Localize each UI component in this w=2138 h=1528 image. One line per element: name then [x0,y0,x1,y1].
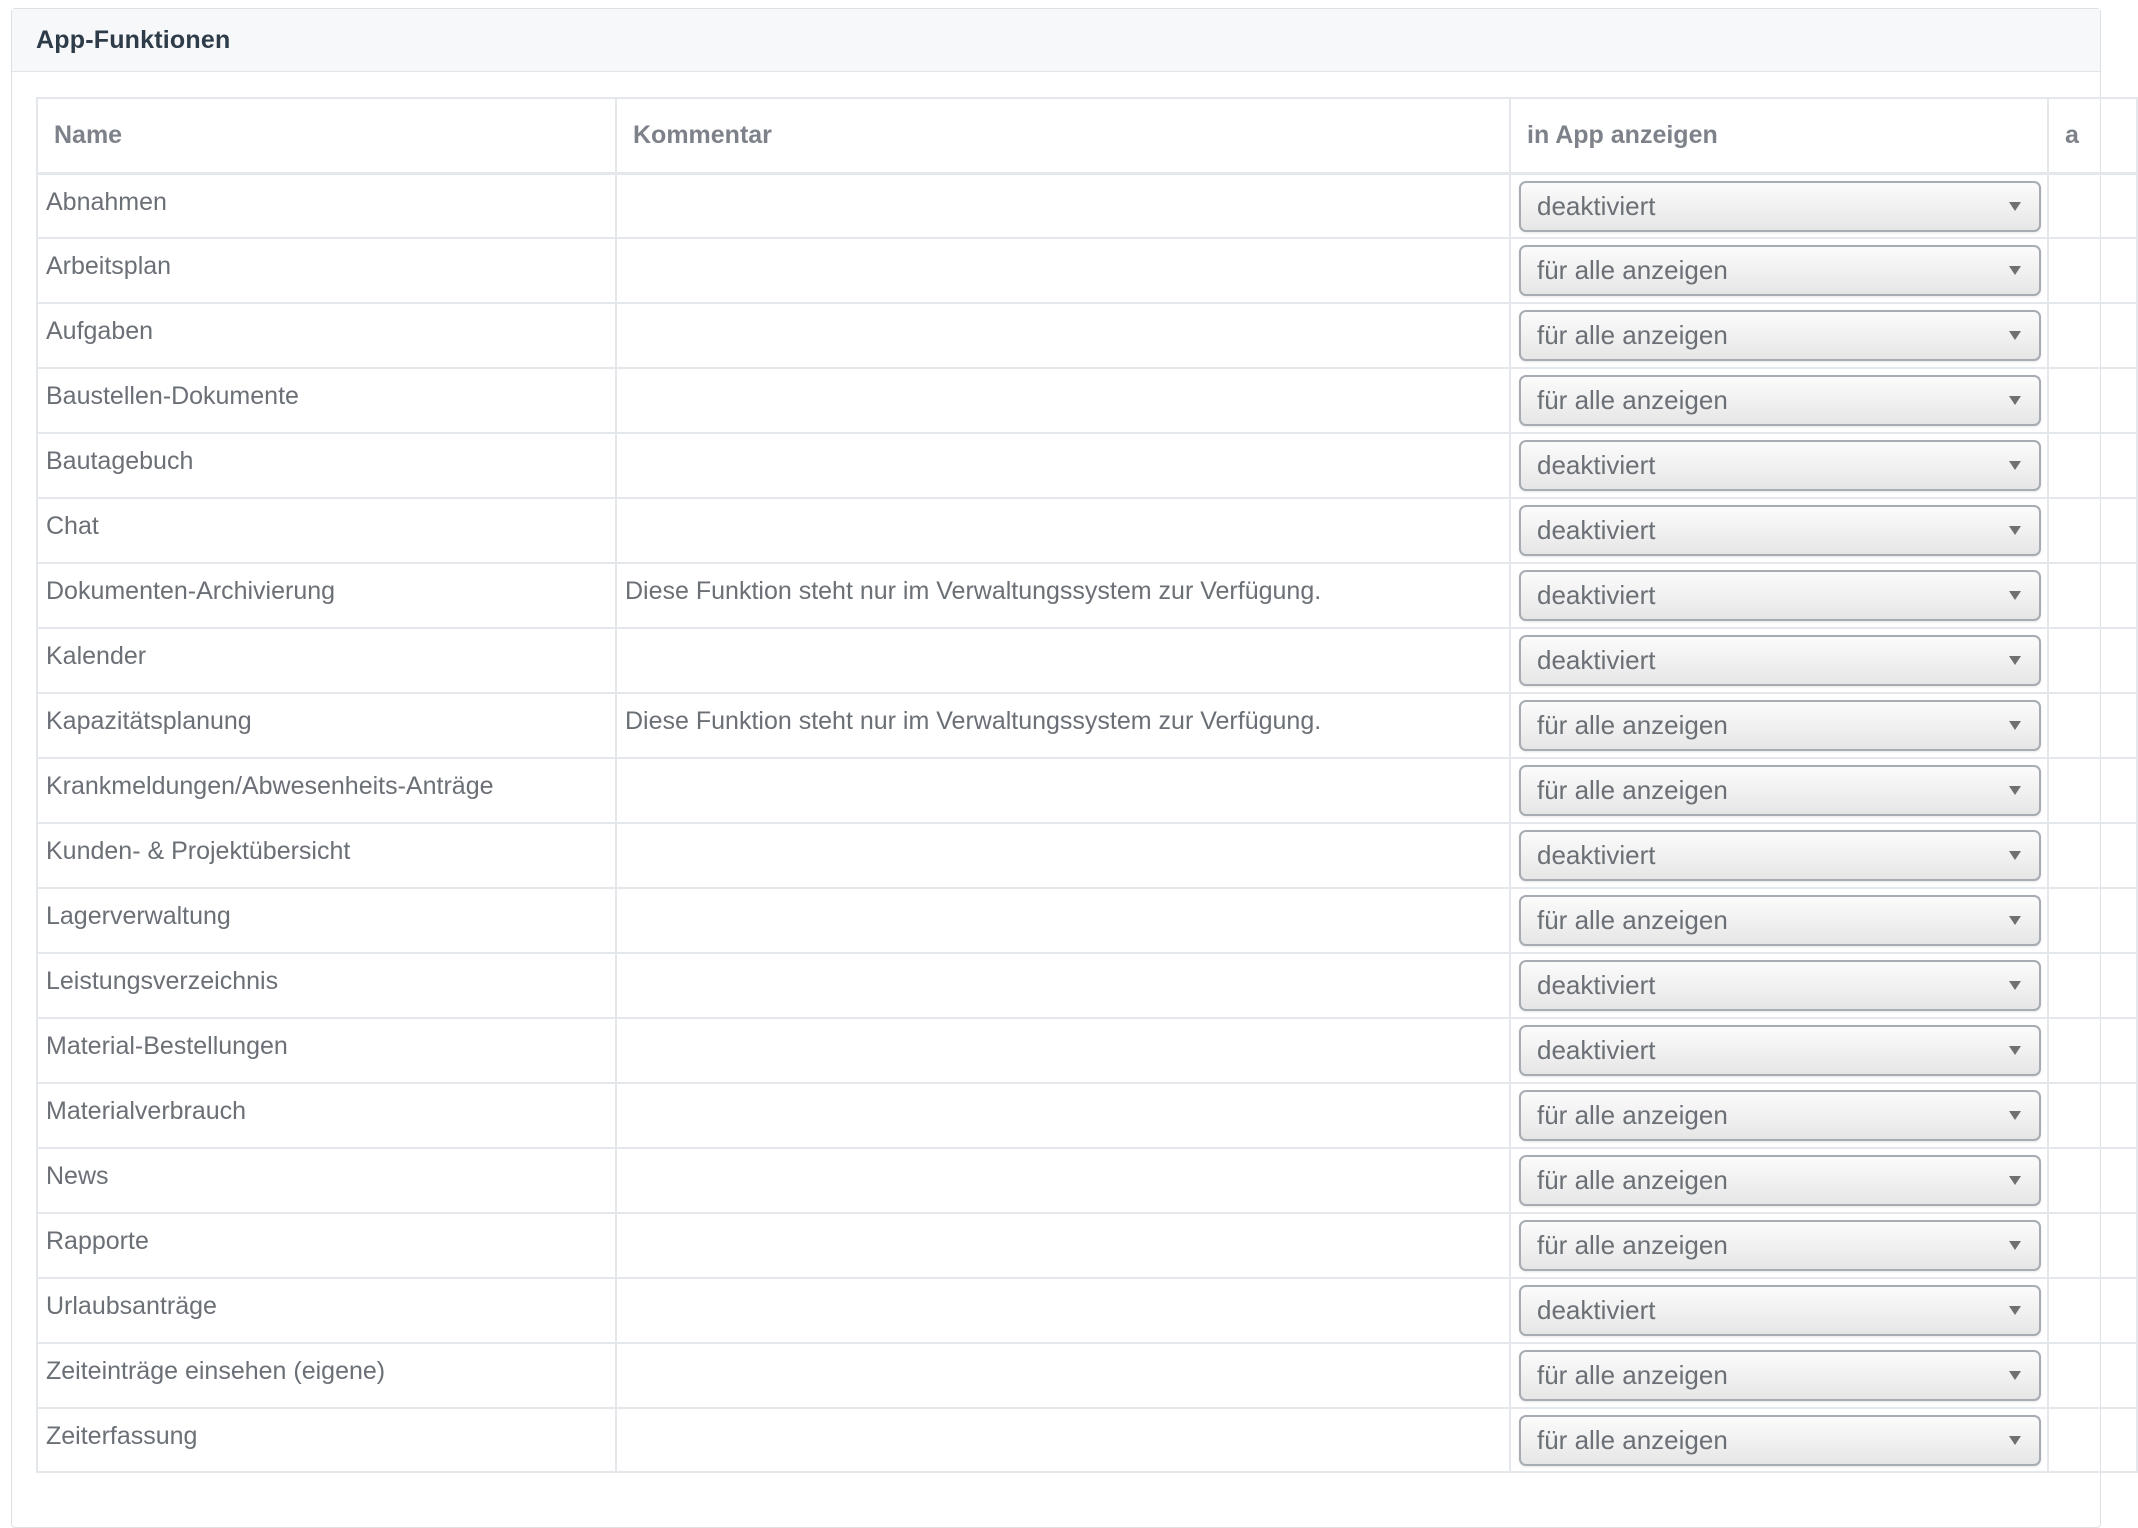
truncated-column-cell [2048,888,2137,953]
function-comment [616,758,1510,823]
function-comment [616,1083,1510,1148]
caret-down-icon [2009,331,2021,340]
function-comment [616,628,1510,693]
show-in-app-select[interactable] [1519,960,2041,1011]
truncated-column-cell [2048,1213,2137,1278]
table-wrapper [36,97,2138,1473]
show-in-app-select[interactable] [1519,310,2041,361]
show-in-app-select[interactable] [1519,635,2041,686]
caret-down-icon [2009,721,2021,730]
show-in-app-cell [1510,563,2048,628]
select-value: für alle anzeigen [1537,255,1728,285]
column-header-comment[interactable]: Kommentar [616,98,1510,173]
function-name: Lagerverwaltung [37,888,616,953]
truncated-column-cell [2048,1278,2137,1343]
table-header-row [37,98,2137,173]
select-value: für alle anzeigen [1537,905,1728,935]
truncated-column-cell [2048,1018,2137,1083]
table-row [37,953,2137,1018]
show-in-app-cell [1510,1083,2048,1148]
show-in-app-select[interactable] [1519,1415,2041,1466]
show-in-app-cell [1510,1213,2048,1278]
column-header-name[interactable]: Name [37,98,616,173]
show-in-app-select[interactable] [1519,1220,2041,1271]
select-value: für alle anzeigen [1537,1165,1728,1195]
function-name: Material-Bestellungen [37,1018,616,1083]
app-functions-table [36,97,2138,1473]
function-name: Leistungsverzeichnis [37,953,616,1018]
select-value: deaktiviert [1537,645,1656,675]
table-row [37,823,2137,888]
truncated-column-cell [2048,823,2137,888]
panel-header [12,9,2100,72]
function-comment [616,888,1510,953]
caret-down-icon [2009,591,2021,600]
function-name: Krankmeldungen/Abwesenheits-Anträge [37,758,616,823]
show-in-app-cell [1510,1408,2048,1472]
function-name: News [37,1148,616,1213]
show-in-app-cell [1510,1018,2048,1083]
show-in-app-cell [1510,758,2048,823]
table-row [37,238,2137,303]
select-value: deaktiviert [1537,515,1656,545]
show-in-app-select[interactable] [1519,440,2041,491]
column-header-show-in-app[interactable]: in App anzeigen [1510,98,2048,173]
show-in-app-cell [1510,238,2048,303]
select-value: für alle anzeigen [1537,710,1728,740]
show-in-app-select[interactable] [1519,505,2041,556]
select-value: deaktiviert [1537,1295,1656,1325]
truncated-column-cell [2048,238,2137,303]
function-name: Zeiteinträge einsehen (eigene) [37,1343,616,1408]
table-row [37,1148,2137,1213]
function-name: Rapporte [37,1213,616,1278]
function-name: Materialverbrauch [37,1083,616,1148]
select-value: für alle anzeigen [1537,775,1728,805]
truncated-column-cell [2048,563,2137,628]
caret-down-icon [2009,266,2021,275]
truncated-column-cell [2048,628,2137,693]
show-in-app-cell [1510,368,2048,433]
truncated-column-cell [2048,758,2137,823]
function-comment [616,368,1510,433]
table-row [37,1083,2137,1148]
select-value: deaktiviert [1537,580,1656,610]
function-name: Kapazitätsplanung [37,693,616,758]
caret-down-icon [2009,202,2021,211]
column-header-truncated[interactable]: a [2048,98,2137,173]
show-in-app-select[interactable] [1519,765,2041,816]
table-row [37,433,2137,498]
caret-down-icon [2009,526,2021,535]
show-in-app-cell [1510,823,2048,888]
function-comment [616,173,1510,238]
table-row [37,368,2137,433]
caret-down-icon [2009,851,2021,860]
table-row [37,303,2137,368]
truncated-column-cell [2048,173,2137,238]
show-in-app-select[interactable] [1519,1155,2041,1206]
select-value: deaktiviert [1537,970,1656,1000]
function-comment [616,1018,1510,1083]
show-in-app-cell [1510,1343,2048,1408]
app-functions-panel [11,8,2101,1528]
function-comment: Diese Funktion steht nur im Verwaltungssystem zur Verfügung. [616,693,1510,758]
function-comment [616,1408,1510,1472]
truncated-column-cell [2048,303,2137,368]
caret-down-icon [2009,1371,2021,1380]
function-name: Kalender [37,628,616,693]
function-comment [616,303,1510,368]
show-in-app-cell [1510,303,2048,368]
table-row [37,563,2137,628]
function-name: Chat [37,498,616,563]
select-value: deaktiviert [1537,190,1656,221]
table-row [37,1278,2137,1343]
caret-down-icon [2009,1046,2021,1055]
table-row [37,758,2137,823]
truncated-column-cell [2048,1408,2137,1472]
caret-down-icon [2009,461,2021,470]
show-in-app-select[interactable] [1519,830,2041,881]
function-name: Dokumenten-Archivierung [37,563,616,628]
caret-down-icon [2009,786,2021,795]
table-body [37,173,2137,1472]
table-row [37,173,2137,238]
select-value: deaktiviert [1537,1035,1656,1065]
show-in-app-select[interactable] [1519,181,2041,232]
function-comment [616,498,1510,563]
function-comment [616,1343,1510,1408]
truncated-column-cell [2048,1148,2137,1213]
show-in-app-select[interactable] [1519,700,2041,751]
caret-down-icon [2009,1176,2021,1185]
function-comment [616,953,1510,1018]
show-in-app-cell [1510,693,2048,758]
show-in-app-select[interactable] [1519,895,2041,946]
show-in-app-select[interactable] [1519,570,2041,621]
truncated-column-cell [2048,1343,2137,1408]
panel-title: App-Funktionen [36,25,231,54]
caret-down-icon [2009,1436,2021,1445]
truncated-column-cell [2048,498,2137,563]
select-value: für alle anzeigen [1537,1230,1728,1260]
select-value: für alle anzeigen [1537,320,1728,350]
function-name: Urlaubsanträge [37,1278,616,1343]
function-comment [616,433,1510,498]
function-comment: Diese Funktion steht nur im Verwaltungssystem zur Verfügung. [616,563,1510,628]
table-row [37,1343,2137,1408]
truncated-column-cell [2048,693,2137,758]
caret-down-icon [2009,1241,2021,1250]
table-row [37,498,2137,563]
truncated-column-cell [2048,1083,2137,1148]
show-in-app-cell [1510,953,2048,1018]
table-row [37,1018,2137,1083]
show-in-app-cell [1510,1148,2048,1213]
show-in-app-cell [1510,1278,2048,1343]
caret-down-icon [2009,396,2021,405]
show-in-app-cell [1510,888,2048,953]
truncated-column-cell [2048,953,2137,1018]
function-name: Kunden- & Projektübersicht [37,823,616,888]
select-value: für alle anzeigen [1537,1425,1728,1455]
caret-down-icon [2009,1306,2021,1315]
select-value: für alle anzeigen [1537,1100,1728,1130]
select-value: deaktiviert [1537,840,1656,870]
select-value: deaktiviert [1537,450,1656,480]
function-comment [616,238,1510,303]
function-name: Abnahmen [37,173,616,238]
function-name: Baustellen-Dokumente [37,368,616,433]
truncated-column-cell [2048,433,2137,498]
show-in-app-cell [1510,498,2048,563]
show-in-app-cell [1510,173,2048,238]
show-in-app-cell [1510,433,2048,498]
table-row [37,1408,2137,1472]
function-name: Bautagebuch [37,433,616,498]
truncated-column-cell [2048,368,2137,433]
function-comment [616,1213,1510,1278]
select-value: für alle anzeigen [1537,385,1728,415]
function-comment [616,823,1510,888]
show-in-app-select[interactable] [1519,245,2041,296]
show-in-app-select[interactable] [1519,1350,2041,1401]
function-name: Zeiterfassung [37,1408,616,1472]
show-in-app-select[interactable] [1519,375,2041,426]
function-comment [616,1278,1510,1343]
caret-down-icon [2009,656,2021,665]
function-name: Arbeitsplan [37,238,616,303]
caret-down-icon [2009,916,2021,925]
caret-down-icon [2009,981,2021,990]
function-comment [616,1148,1510,1213]
table-row [37,1213,2137,1278]
show-in-app-select[interactable] [1519,1025,2041,1076]
function-name: Aufgaben [37,303,616,368]
table-row [37,693,2137,758]
show-in-app-select[interactable] [1519,1285,2041,1336]
table-row [37,888,2137,953]
select-value: für alle anzeigen [1537,1360,1728,1390]
show-in-app-cell [1510,628,2048,693]
caret-down-icon [2009,1111,2021,1120]
show-in-app-select[interactable] [1519,1090,2041,1141]
table-row [37,628,2137,693]
